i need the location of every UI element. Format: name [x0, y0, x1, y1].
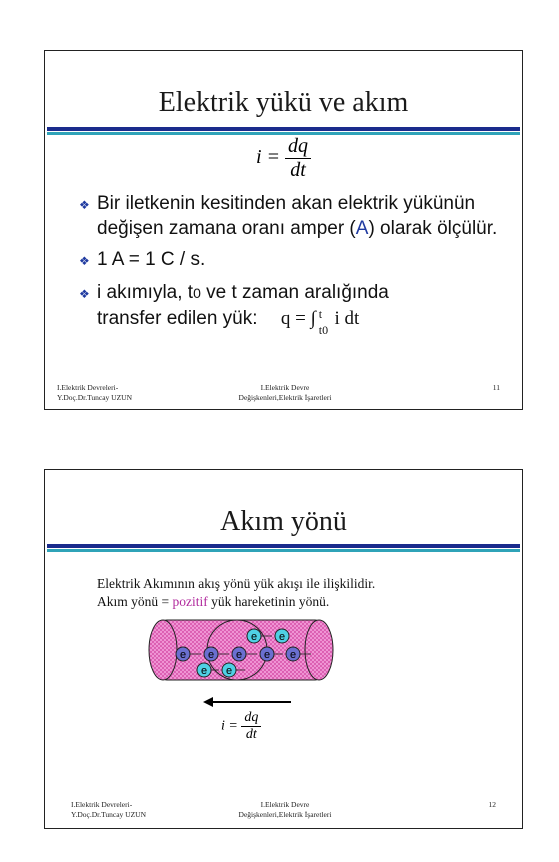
- formula-lhs: i =: [221, 718, 238, 734]
- svg-text:e: e: [207, 649, 215, 661]
- footer-course: I.Elektrik Devreleri-: [71, 800, 133, 809]
- bullet-item: [79, 280, 499, 337]
- integral-upper-limit: t: [318, 307, 323, 321]
- footer-topic: [195, 800, 375, 820]
- footer-topic-line2: Değişkenleri,Elektrik İşaretleri: [238, 393, 332, 402]
- bullet-text: [97, 191, 499, 241]
- integral-lhs: q = ∫: [280, 308, 316, 329]
- charge-integral: [280, 307, 360, 337]
- svg-text:e: e: [225, 665, 233, 677]
- ampere-symbol: A: [355, 218, 369, 239]
- formula-denominator: dt: [245, 727, 257, 742]
- title-rule-blue: [47, 127, 520, 131]
- bullet-text-part: Bir iletkenin kesitinden akan elektrik yükünün değişen zamana oranı amper (: [97, 193, 476, 239]
- electron: [275, 629, 289, 643]
- svg-text:e: e: [289, 649, 297, 661]
- electron: [204, 647, 218, 661]
- electrons-layer: [141, 614, 341, 694]
- slide-11: [44, 50, 523, 410]
- bullet-text-part: ve t zaman aralığında: [200, 282, 389, 303]
- positive-keyword: pozitif: [172, 594, 208, 609]
- body-line: [97, 593, 375, 611]
- bullet-text-part: ) olarak ölçülür.: [368, 218, 498, 239]
- footer-topic-line2: Değişkenleri,Elektrik İşaretleri: [238, 810, 332, 819]
- formula-numerator: dq: [241, 710, 261, 727]
- title-rule-cyan: [47, 549, 520, 552]
- slide-title: Elektrik yükü ve akım: [158, 87, 409, 118]
- footer-author: [57, 383, 132, 403]
- svg-text:e: e: [250, 631, 258, 643]
- bullet-text: 1 A = 1 C / s.: [97, 249, 206, 270]
- bullet-text-part: i akımıyla, t: [97, 282, 194, 303]
- formula-fraction: [285, 135, 311, 182]
- electron: [247, 629, 261, 643]
- integral-integrand: i dt: [329, 308, 360, 329]
- electron: [260, 647, 274, 661]
- slide-body: [97, 575, 375, 611]
- t0-subscript: 0: [193, 285, 201, 301]
- bullet-item: [79, 191, 499, 241]
- body-text-part: yük hareketinin yönü.: [207, 594, 330, 609]
- footer-topic: [195, 383, 375, 403]
- bullet-text: [97, 280, 389, 337]
- page-number: 11: [492, 383, 500, 392]
- electron: [232, 647, 246, 661]
- electron: [286, 647, 300, 661]
- body-text-part: Akım yönü =: [97, 594, 173, 609]
- bullet-item: [79, 247, 499, 274]
- slide-title: Akım yönü: [220, 506, 347, 537]
- svg-text:e: e: [200, 665, 208, 677]
- footer-topic-line1: I.Elektrik Devre: [260, 383, 310, 392]
- diamond-bullet-icon: ❖: [79, 254, 90, 268]
- electron: [197, 663, 211, 677]
- current-formula: [45, 135, 522, 182]
- footer-instructor: Y.Doç.Dr.Tuncay UZUN: [71, 810, 146, 819]
- footer-topic-line1: I.Elektrik Devre: [260, 800, 310, 809]
- footer-course: I.Elektrik Devreleri-: [57, 383, 119, 392]
- svg-text:e: e: [235, 649, 243, 661]
- svg-text:e: e: [179, 649, 187, 661]
- title-rule-blue: [47, 544, 520, 548]
- formula-fraction: [241, 710, 261, 743]
- bullet-text-part: transfer edilen yük:: [97, 308, 258, 329]
- current-formula: [221, 710, 261, 743]
- formula-numerator: dq: [285, 135, 311, 159]
- footer-instructor: Y.Doç.Dr.Tuncay UZUN: [57, 393, 132, 402]
- integral-lower-limit: t0: [318, 323, 329, 337]
- page-number: 12: [488, 800, 496, 809]
- formula-lhs: i =: [255, 146, 281, 169]
- body-line: Elektrik Akımının akış yönü yük akışı ile ilişkilidir.: [97, 576, 376, 591]
- electron: [176, 647, 190, 661]
- formula-denominator: dt: [290, 159, 306, 181]
- svg-text:e: e: [263, 649, 271, 661]
- svg-text:e: e: [278, 631, 286, 643]
- electron: [222, 663, 236, 677]
- slide-12: [44, 469, 523, 829]
- integral-limits: [316, 306, 330, 337]
- footer-author: [71, 800, 146, 820]
- diamond-bullet-icon: ❖: [79, 287, 90, 301]
- current-direction-arrow: [203, 696, 293, 708]
- bullet-list: [79, 191, 499, 337]
- diamond-bullet-icon: ❖: [79, 198, 90, 212]
